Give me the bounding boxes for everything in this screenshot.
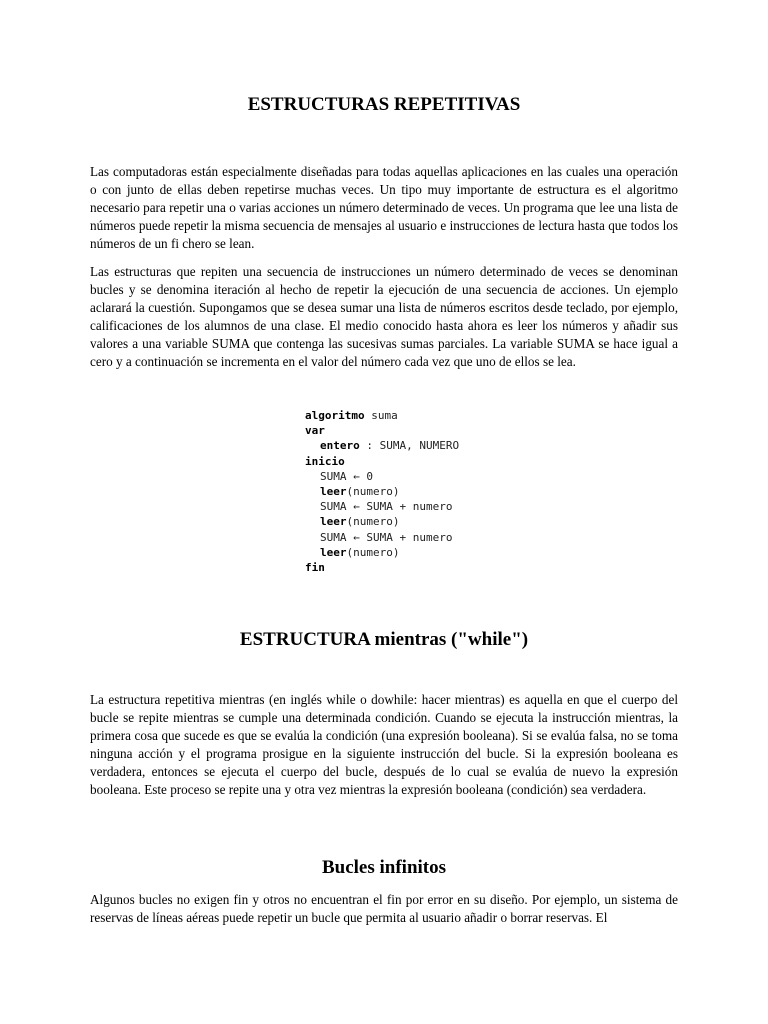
code-text: (numero) — [346, 484, 400, 498]
code-line — [305, 469, 459, 484]
code-keyword: inicio — [305, 454, 345, 468]
section-infinite-title: Bucles infinitos — [321, 857, 447, 878]
code-text: (numero) — [346, 515, 400, 529]
code-line — [305, 499, 459, 514]
code-keyword: var — [305, 424, 325, 438]
code-keyword: fin — [305, 560, 325, 574]
code-keyword: leer — [320, 484, 347, 498]
code-text: SUMA ← SUMA + numero — [320, 530, 453, 544]
code-keyword: leer — [320, 515, 347, 529]
code-keyword: entero — [320, 439, 360, 453]
code-keyword: leer — [320, 545, 347, 559]
section-infinite-paragraph: Algunos bucles no exigen fin y otros no encuentran el fin por error en su diseño. Por ejemplo, un sistema de reservas de líneas aéreas puede repetir un bucle que permita al usuario añadir o borrar reservas. El — [90, 892, 678, 925]
code-line — [305, 454, 459, 469]
code-line — [305, 408, 459, 423]
code-line — [305, 484, 459, 499]
code-text: SUMA ← 0 — [320, 469, 373, 483]
document-title: ESTRUCTURAS REPETITIVAS — [247, 94, 521, 115]
section-while-title: ESTRUCTURA mientras ("while") — [239, 629, 529, 650]
loops-paragraph: Las estructuras que repiten una secuencia de instrucciones un número determinado de veces se denominan bucles y se denomina iteración al hecho de repetir la ejecución de una secuencia de acciones. Un ejemplo aclarará la cuestión. Supongamos que se desea sumar una lista de números escritos desde teclado, por ejemplo, calificaciones de los alumnos de una clase. El medio conocido hasta ahora es leer los números y añadir sus valores a una variable SUMA que contenga las sucesivas sumas parciales. La variable SUMA se hace igual a cero y a continuación se incrementa en el valor del número cada vez que uno de ellos se lea. — [90, 264, 678, 369]
code-text: suma — [364, 409, 398, 422]
code-line — [305, 560, 459, 575]
code-line — [305, 438, 459, 453]
code-text: SUMA ← SUMA + numero — [320, 500, 453, 514]
code-text: (numero) — [346, 545, 400, 559]
code-keyword: algoritmo — [305, 409, 365, 422]
code-line — [305, 545, 459, 560]
pseudocode-block — [305, 408, 459, 575]
code-line — [305, 530, 459, 545]
code-text: : SUMA, NUMERO — [359, 439, 460, 453]
section-while-paragraph: La estructura repetitiva mientras (en inglés while o dowhile: hacer mientras) es aquella en que el cuerpo del bucle se repite mientras se cumple una determinada condición. Cuando se ejecuta la instrucción mientras, la primera cosa que sucede es que se evalúa la condición (una expresión booleana). Si se evalúa falsa, no se toma ninguna acción y el programa prosigue en la siguiente instrucción del bucle. Si la expresión booleana es verdadera, entonces se ejecuta el cuerpo del bucle, después de lo cual se evalúa de nuevo la expresión booleana. Este proceso se repite una y otra vez mientras la expresión booleana (condición) sea verdadera. — [90, 692, 678, 797]
intro-paragraph: Las computadoras están especialmente diseñadas para todas aquellas aplicaciones en las cuales una operación o con junto de ellas deben repetirse muchas veces. Un tipo muy importante de estructura es el algoritmo necesario para repetir una o varias acciones un número determinado de veces. Un programa que lee una lista de números puede repetir la misma secuencia de mensajes al usuario e instrucciones de lectura hasta que todos los números de un fi chero se lean. — [90, 164, 678, 251]
code-line — [305, 423, 459, 438]
code-line — [305, 514, 459, 529]
